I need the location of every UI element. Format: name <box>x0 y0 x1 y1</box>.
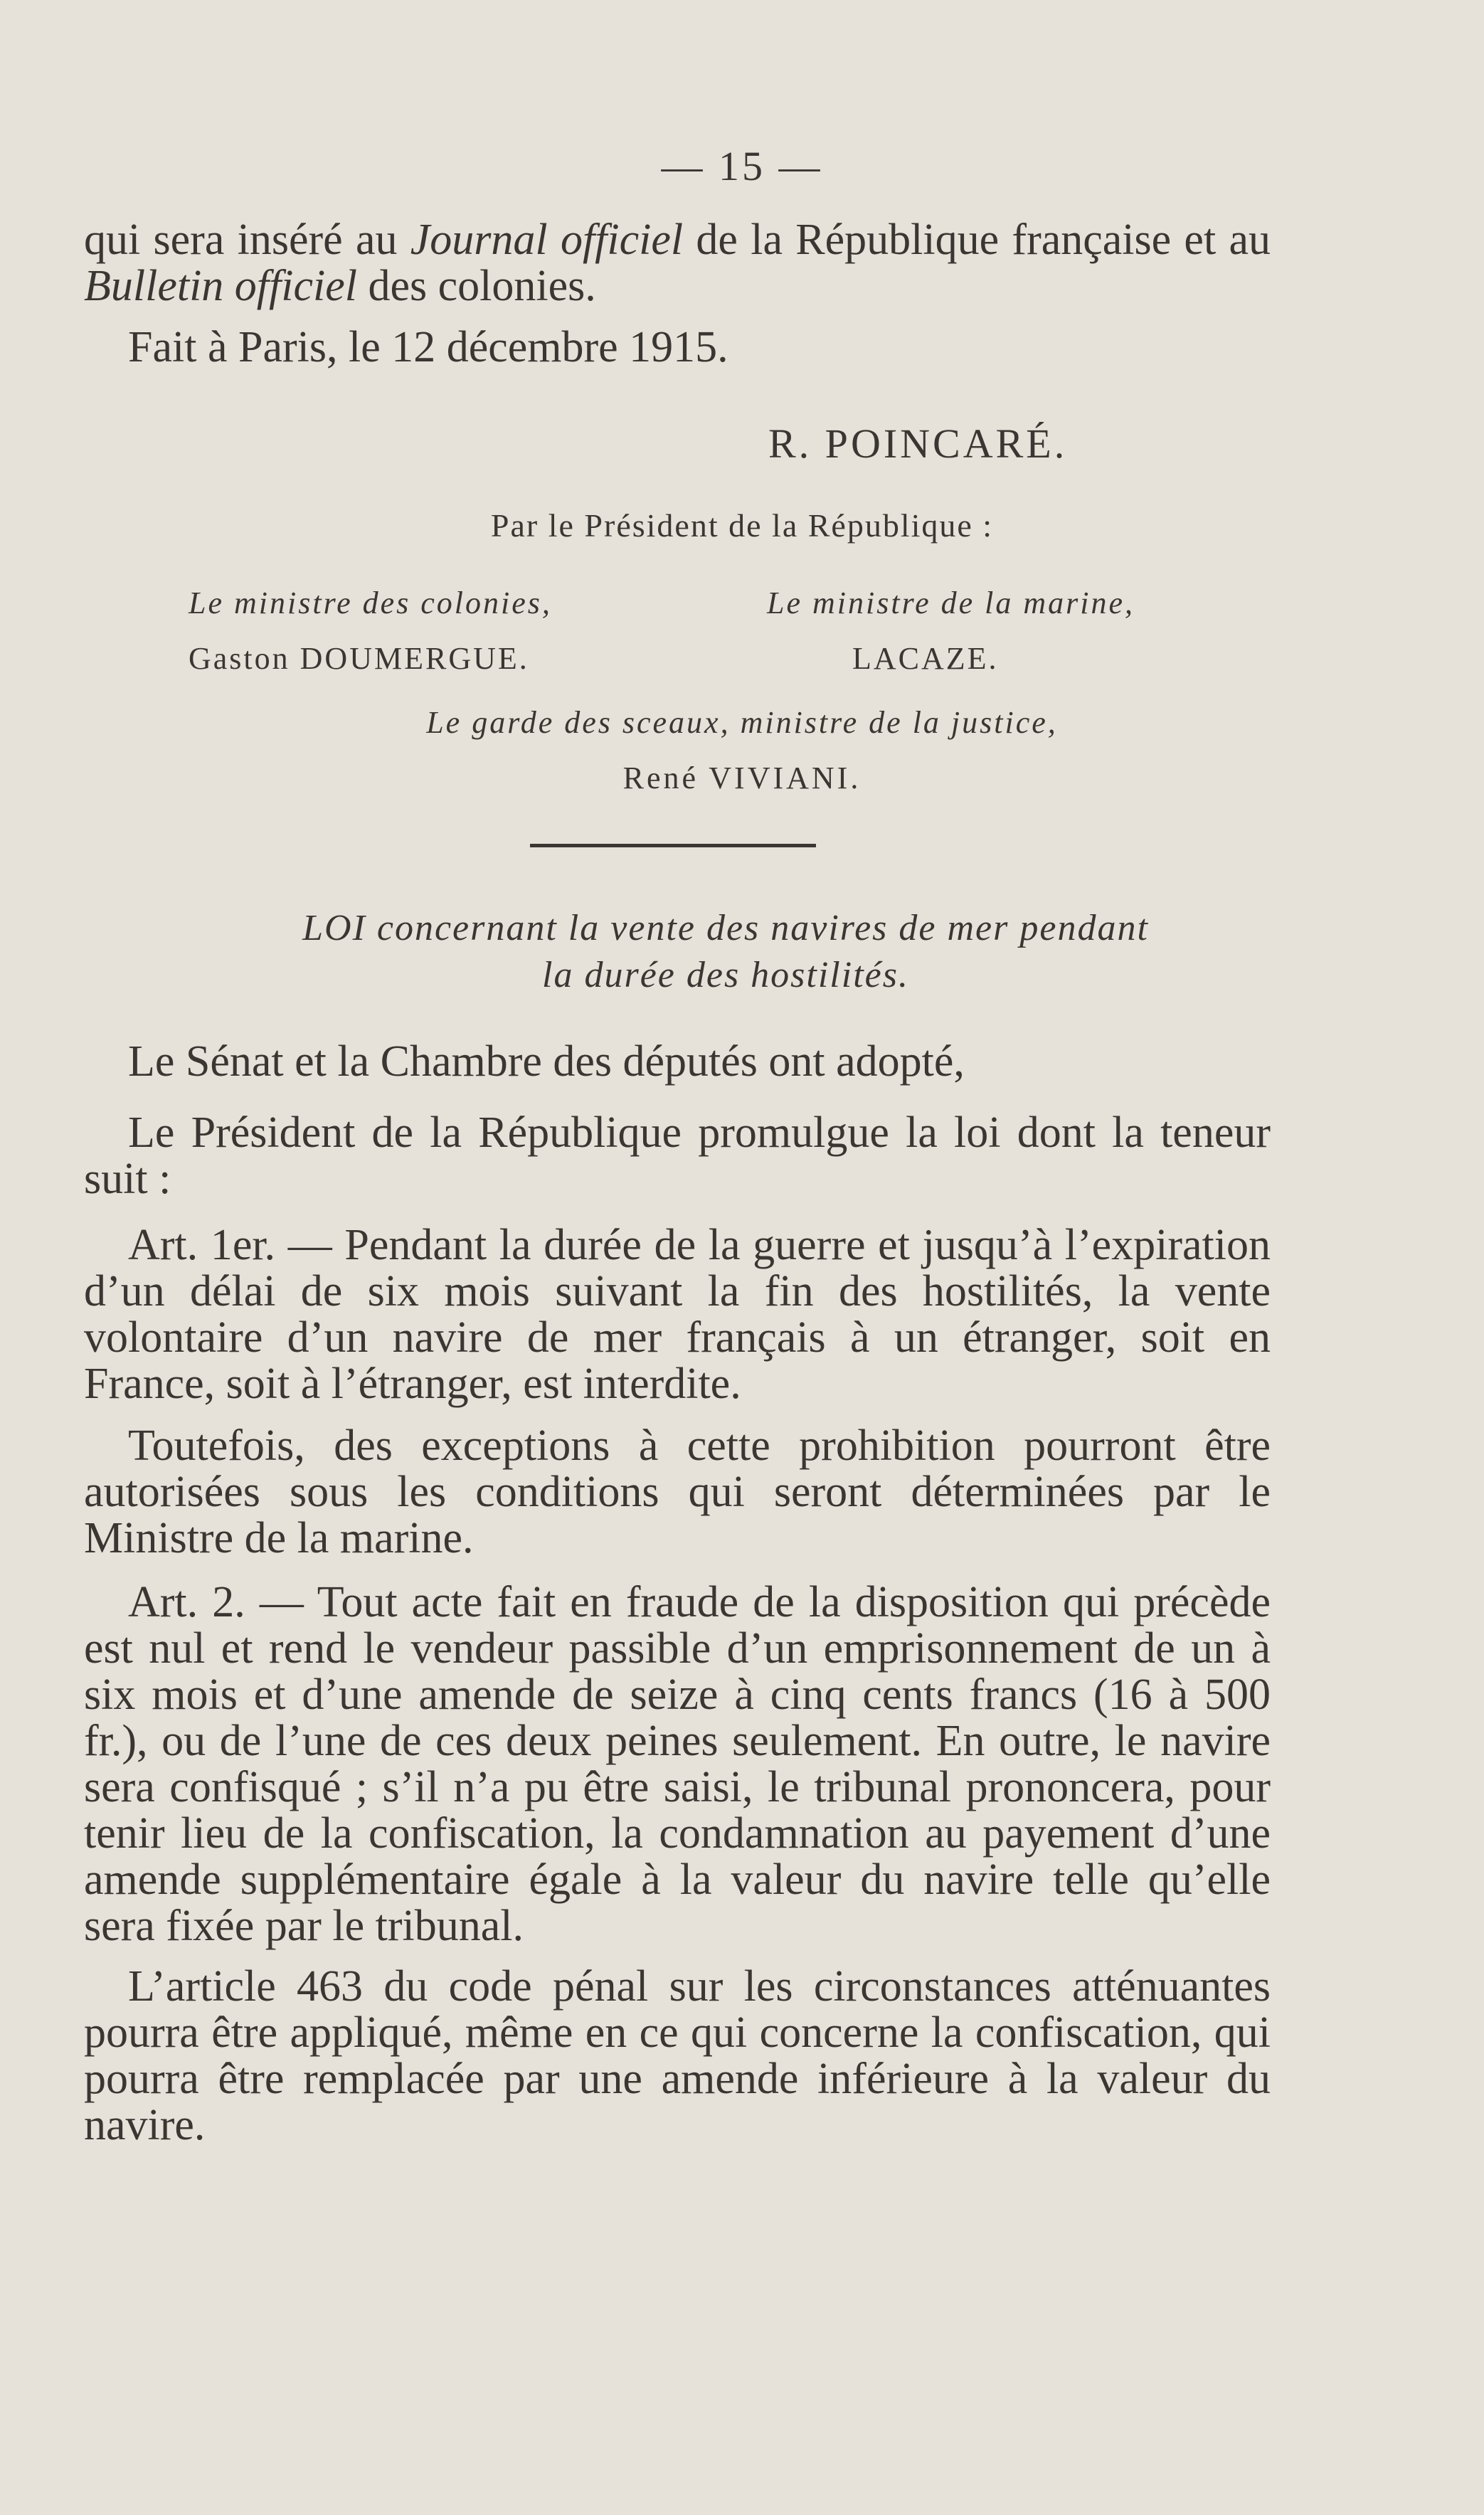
opening-text-2: de la République française et au <box>683 216 1271 264</box>
article-1-text: Art. 1er. — Pendant la durée de la guerre et jusqu’à l’expiration d’un délai de six mois suivant la fin des hostilités, la vente volontaire d’un navire de mer français à un étranger, soit en France, soit à l’étranger, est interdite. <box>84 1221 1271 1408</box>
paragraph-article-463-text: L’article 463 du code pénal sur les circonstances atténuantes pourra être appliqué, même en ce qui concerne la confiscation, qui pourra être remplacée par une amende inférieure à la valeur du navire. <box>84 1962 1271 2149</box>
paragraph-exceptions-text: Toutefois, des exceptions à cette prohibition pourront être autorisées sous les conditions qui seront déterminées par le Ministre de la marine. <box>84 1421 1271 1562</box>
date-line: Fait à Paris, le 12 décembre 1915. <box>128 323 728 371</box>
paragraph-2 <box>84 1110 1271 1202</box>
opening-text <box>84 217 1271 309</box>
bulletin-officiel: Bulletin officiel <box>84 262 357 310</box>
garde-des-sceaux-title: Le garde des sceaux, ministre de la justice, <box>426 705 1058 740</box>
president-signature: R. POINCARÉ. <box>768 420 1068 467</box>
minister-marine-title: Le ministre de la marine, <box>767 586 1135 620</box>
paragraph-article-463 <box>84 1964 1271 2149</box>
par-le-president: Par le Président de la République : <box>490 507 994 544</box>
paragraph-exceptions <box>84 1423 1271 1562</box>
article-2 <box>84 1579 1271 1949</box>
paragraph-2-text: Le Président de la République promulgue la loi dont la teneur suit : <box>84 1108 1271 1203</box>
journal-officiel: Journal officiel <box>410 216 684 264</box>
opening-text-1: qui sera inséré au <box>84 216 410 264</box>
opening-text-3: des colonies. <box>356 262 596 310</box>
minister-colonies-title: Le ministre des colonies, <box>189 586 552 620</box>
minister-marine-name: LACAZE. <box>852 641 999 676</box>
minister-colonies-name: Gaston DOUMERGUE. <box>189 641 529 676</box>
section-divider <box>530 844 816 847</box>
page-number: — 15 — <box>661 143 823 189</box>
opening-paragraph <box>84 217 1271 309</box>
date-line-block <box>84 324 1271 371</box>
garde-des-sceaux-name: René VIVIANI. <box>622 761 862 795</box>
law-title <box>178 905 1273 999</box>
paragraph-1-text: Le Sénat et la Chambre des députés ont adopté, <box>128 1037 965 1086</box>
law-title-line-1: LOI concernant la vente des navires de mer pendant <box>302 908 1149 948</box>
article-2-text: Art. 2. — Tout acte fait en fraude de la disposition qui précède est nul et rend le vendeur passible d’un emprisonnement de un à six mois et d’une amende de seize à cinq cents francs (16 à 500 fr.), ou de l’une de ces deux peines seulement. En outre, le navire sera confisqué ; s’il n’a pu être saisi, le tribunal prononcera, pour tenir lieu de la confiscation, la condamnation au payement d’une amende supplémentaire égale à la valeur du navire telle qu’elle sera fixée par le tribunal. <box>84 1578 1271 1950</box>
article-1 <box>84 1222 1271 1407</box>
paragraph-1 <box>84 1039 1271 1085</box>
law-title-line-2: la durée des hostilités. <box>542 955 909 995</box>
